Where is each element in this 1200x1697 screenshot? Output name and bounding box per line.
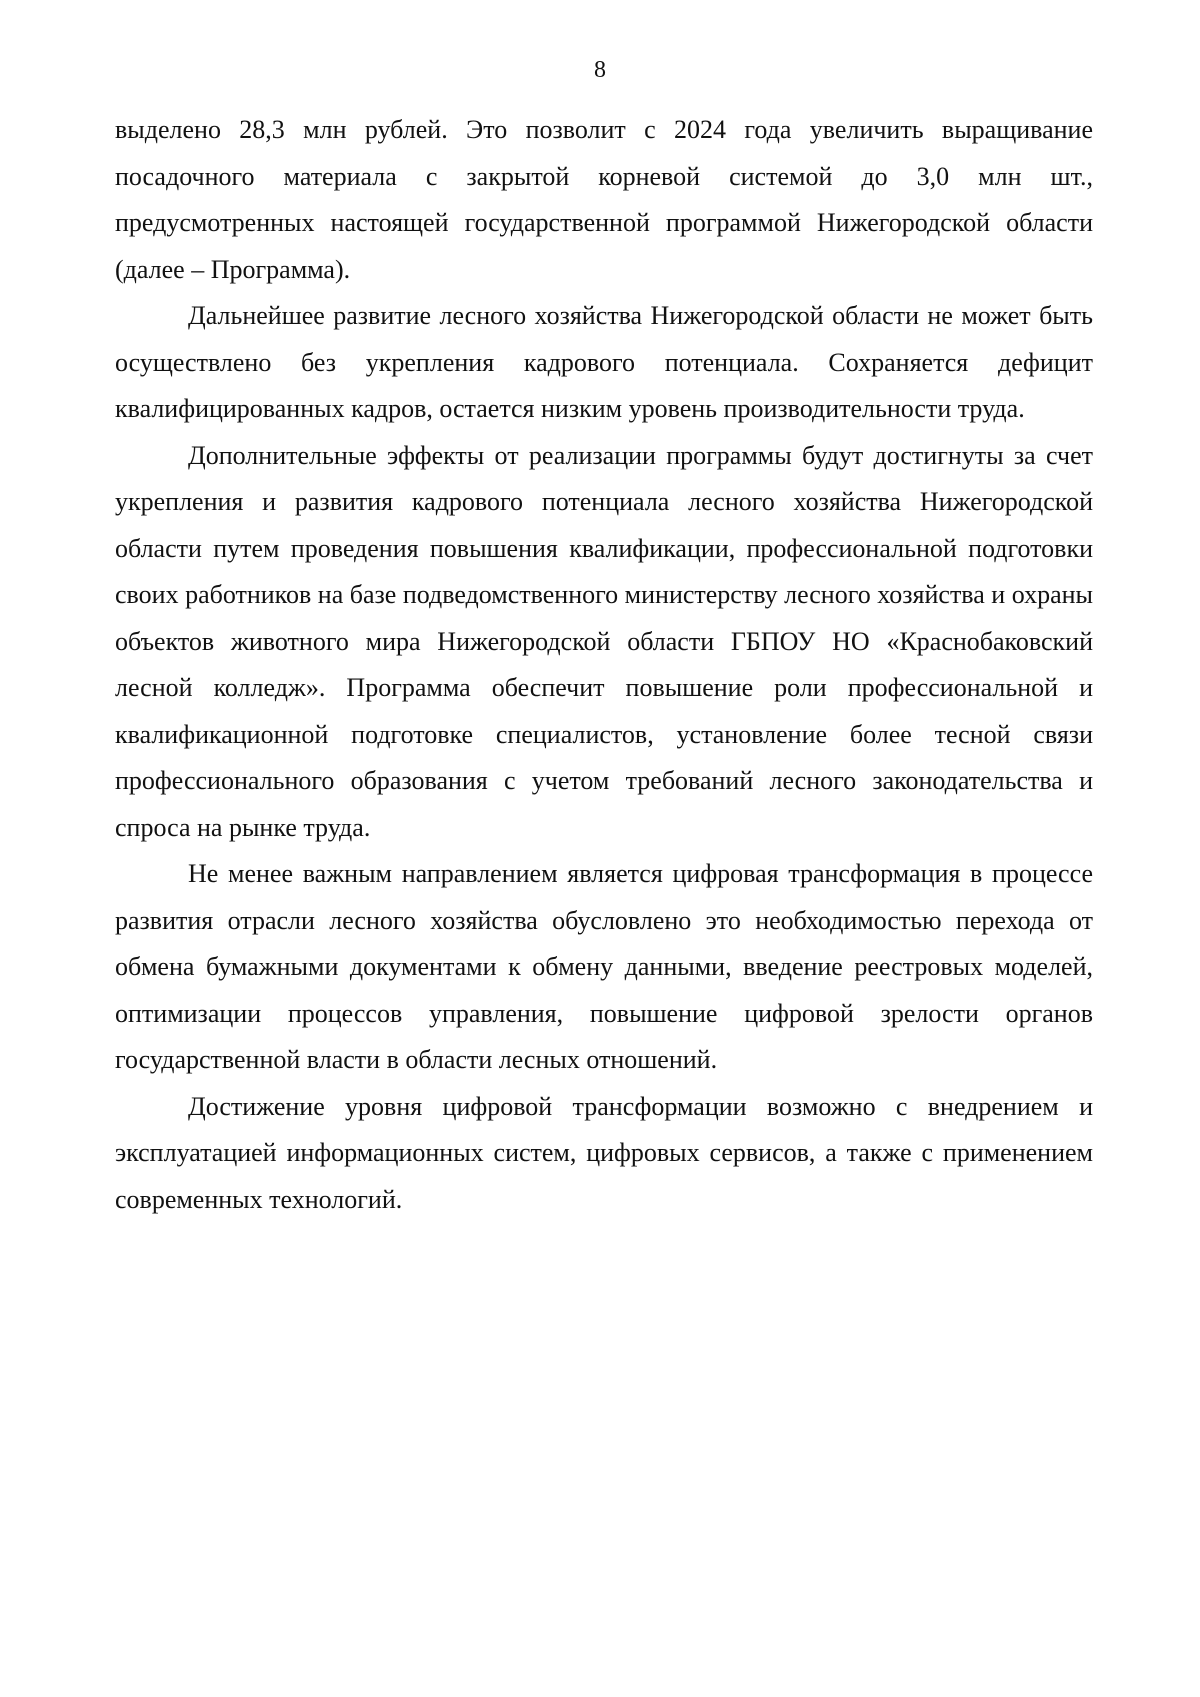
paragraph-digital-level: Достижение уровня цифровой трансформации возможно с внедрением и эксплуатацией информационных систем, цифровых сервисов, а также с применением современных технологий. bbox=[115, 1091, 1093, 1214]
paragraph-funding: выделено 28,3 млн рублей. Это позволит с 2024 года увеличить выращивание посадочного материала с закрытой корневой системой до 3,0 млн шт., предусмотренных настоящей государственной программой Нижегородской области (далее – Программа). bbox=[115, 115, 1093, 284]
paragraph-digital-transformation: Не менее важным направлением является цифровая трансформация в процессе развития отрасли лесного хозяйства обусловлено это необходимостью перехода от обмена бумажными документами к обмену данными, введение реестровых моделей, оптимизации процессов управления, повышение цифровой зрелости органов государственной власти в области лесных отношений. bbox=[115, 859, 1093, 1074]
paragraph-personnel: Дальнейшее развитие лесного хозяйства Нижегородской области не может быть осуществлено без укрепления кадрового потенциала. Сохраняется дефицит квалифицированных кадров, остается низким уровень производительности труда. bbox=[115, 301, 1093, 423]
paragraph-additional-effects: Дополнительные эффекты от реализации программы будут достигнуты за счет укрепления и развития кадрового потенциала лесного хозяйства Нижегородской области путем проведения повышения квалификации, профессиональной подготовки своих работников на базе подведомственного министерству лесного хозяйства и охраны объектов животного мира Нижегородской области ГБПОУ НО «Краснобаковский лесной колледж». Программа обеспечит повышение роли профессиональной и квалификационной подготовке специалистов, установление более тесной связи профессионального образования с учетом требований лесного законодательства и спроса на рынке труда. bbox=[115, 440, 1093, 842]
document-body bbox=[115, 107, 1093, 1223]
page-number: 8 bbox=[594, 57, 606, 83]
